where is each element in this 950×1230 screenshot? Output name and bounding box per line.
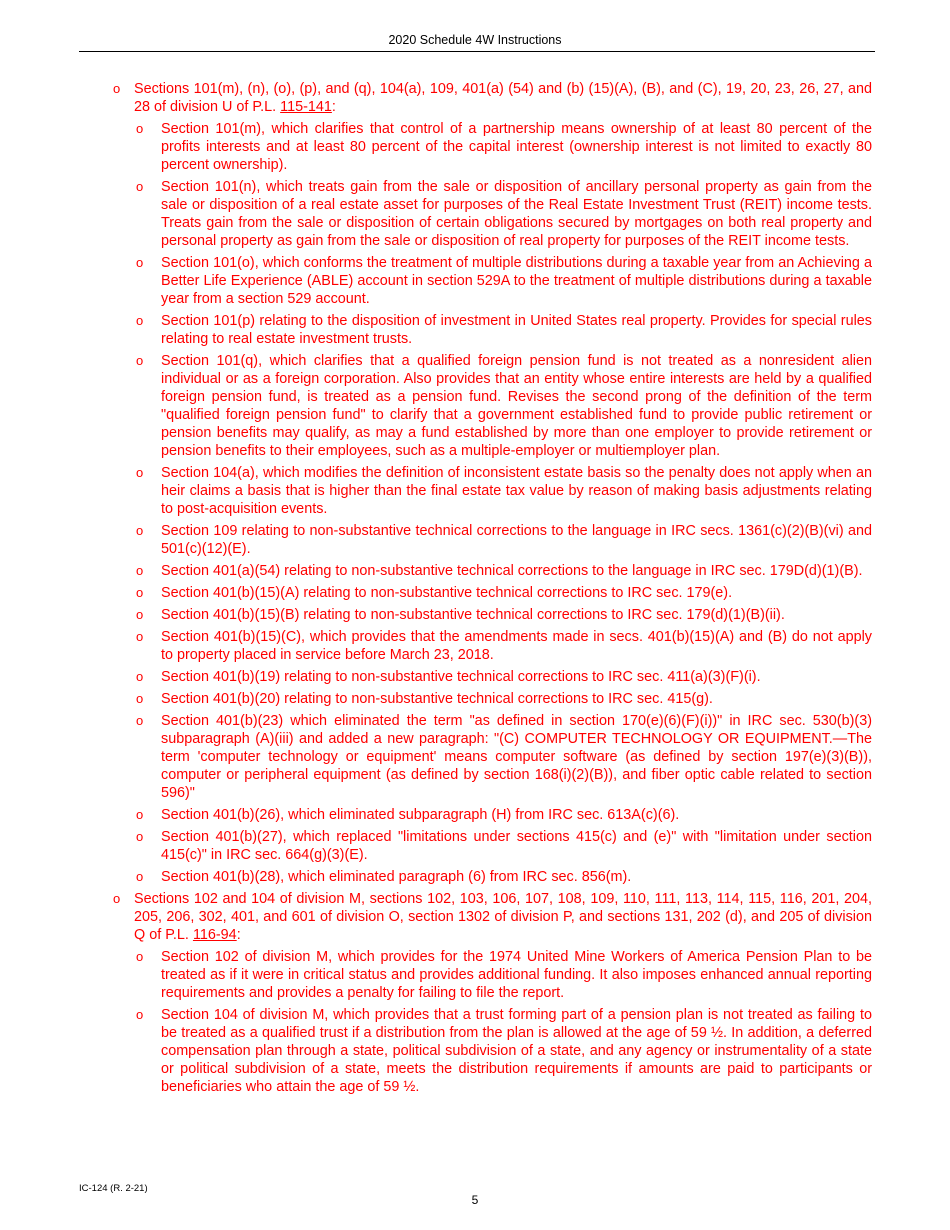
- section-item-text: Section 104(a), which modifies the definition of inconsistent estate basis so the penalty does not apply when an heir claims a basis that is higher than the final estate tax value by reason of making basis adjustments relating to post-acquisition events.: [161, 465, 872, 517]
- bullet-icon: o: [113, 891, 121, 906]
- section-list-item: [136, 120, 872, 174]
- bullet-icon: o: [136, 353, 144, 368]
- section-list-item: [136, 522, 872, 558]
- section-list-item: [136, 828, 872, 864]
- bullet-icon: o: [136, 255, 144, 270]
- section-item-text: Section 401(b)(23) which eliminated the term "as defined in section 170(e)(6)(F)(i))" in IRC sec. 530(b)(3) subparagraph (A)(iii) and added a new paragraph: "(C) COMPUTER TECHNOLOGY OR EQUIPMENT.—The term 'computer technology or equipment' means computer software (as defined by section 197(e)(3)(B)), computer or peripheral equipment (as defined by section 168(i)(2)(B)), and fiber optic cable related to section 596)": [161, 713, 872, 801]
- bullet-icon: o: [136, 691, 144, 706]
- section-list-item: [136, 868, 872, 886]
- bullet-icon: o: [136, 713, 144, 728]
- bullet-icon: o: [136, 563, 144, 578]
- bullet-icon: o: [136, 607, 144, 622]
- public-law-link[interactable]: 116-94: [192, 927, 237, 943]
- bullet-icon: o: [136, 121, 144, 136]
- section-group-text: Sections 102 and 104 of division M, sections 102, 103, 106, 107, 108, 109, 110, 111, 113, 114, 115, 116, 201, 204, 205, 206, 302, 401, and 601 of division O, section 1302 of division P, and sections 131, 202 (d), and 205 of division Q of P.L.: [134, 891, 872, 943]
- section-list-item: [136, 712, 872, 802]
- section-list-item: [136, 464, 872, 518]
- header-divider: [79, 51, 875, 52]
- section-list-item: [136, 312, 872, 348]
- section-item-text: Section 401(b)(19) relating to non-substantive technical corrections to IRC sec. 411(a)(3)(F)(i).: [161, 669, 761, 685]
- section-item-text: Section 101(p) relating to the disposition of investment in United States real property. Provides for special rules relating to real estate investment trusts.: [161, 313, 872, 347]
- section-group-suffix: :: [236, 927, 241, 943]
- section-list-item: [136, 562, 872, 580]
- section-item-text: Section 401(b)(26), which eliminated subparagraph (H) from IRC sec. 613A(c)(6).: [161, 807, 680, 823]
- section-list-item: [136, 254, 872, 308]
- section-list-item: [136, 606, 872, 624]
- section-item-text: Section 101(n), which treats gain from the sale or disposition of ancillary personal property as gain from the sale or disposition of a real estate asset for purposes of the Real Estate Investment Trust (REIT) income tests. Treats gain from the sale or disposition of certain obligations secured by mortgages on both real property and personal property as gain from the sale or disposition of real property for purposes of the REIT income tests.: [161, 179, 872, 249]
- section-list-item: [136, 584, 872, 602]
- section-list-item: [136, 628, 872, 664]
- section-list-item: [136, 178, 872, 250]
- section-item-text: Section 401(b)(27), which replaced "limitations under sections 415(c) and (e)" with "limitation under section 415(c)" in IRC sec. 664(g)(3)(E).: [161, 829, 872, 863]
- section-list-item: [136, 948, 872, 1002]
- bullet-icon: o: [136, 465, 144, 480]
- section-list-item: [136, 1006, 872, 1096]
- public-law-link[interactable]: 115-141: [280, 99, 332, 115]
- section-list-item: [136, 668, 872, 686]
- bullet-icon: o: [136, 523, 144, 538]
- section-item-text: Section 109 relating to non-substantive technical corrections to the language in IRC secs. 1361(c)(2)(B)(vi) and 501(c)(12)(E).: [161, 523, 872, 557]
- section-list-item: [136, 806, 872, 824]
- section-group-item: [113, 80, 872, 116]
- section-list-item: [136, 352, 872, 460]
- section-item-text: Section 401(b)(15)(A) relating to non-substantive technical corrections to IRC sec. 179(e).: [161, 585, 733, 601]
- section-item-text: Section 401(b)(28), which eliminated paragraph (6) from IRC sec. 856(m).: [161, 869, 632, 885]
- bullet-icon: o: [136, 629, 144, 644]
- bullet-icon: o: [113, 81, 121, 96]
- bullet-icon: o: [136, 585, 144, 600]
- bullet-icon: o: [136, 869, 144, 884]
- bullet-icon: o: [136, 807, 144, 822]
- bullet-icon: o: [136, 949, 144, 964]
- section-item-text: Section 401(b)(20) relating to non-substantive technical corrections to IRC sec. 415(g).: [161, 691, 713, 707]
- section-item-text: Section 101(m), which clarifies that control of a partnership means ownership of at least 80 percent of the profits interests and at least 80 percent of the capital interest (ownership interest is not limited to exactly 80 percent ownership).: [161, 121, 872, 173]
- page-number: 5: [471, 1193, 479, 1207]
- section-item-text: Section 401(b)(15)(C), which provides that the amendments made in secs. 401(b)(15)(A) and (B) do not apply to property placed in service before March 23, 2018.: [161, 629, 872, 663]
- form-revision-id: IC-124 (R. 2-21): [79, 1183, 148, 1194]
- bullet-icon: o: [136, 179, 144, 194]
- section-item-text: Section 401(b)(15)(B) relating to non-substantive technical corrections to IRC sec. 179(d)(1)(B)(ii).: [161, 607, 785, 623]
- bullet-icon: o: [136, 313, 144, 328]
- bullet-icon: o: [136, 669, 144, 684]
- section-item-text: Section 104 of division M, which provides that a trust forming part of a pension plan is not treated as failing to be treated as a qualified trust if a distribution from the plan is allowed at the age of 59 ½. In addition, a deferred compensation plan through a state, political subdivision of a state, and any agency or instrumentality of a state or political subdivision of a state, meets the distribution requirements if amounts are paid to participants or beneficiaries who attain the age of 59 ½.: [161, 1007, 872, 1095]
- section-item-text: Section 101(o), which conforms the treatment of multiple distributions during a taxable year from an Achieving a Better Life Experience (ABLE) account in section 529A to the treatment of multiple distributions during a taxable year from a section 529 account.: [161, 255, 872, 307]
- page-header-title: 2020 Schedule 4W Instructions: [388, 33, 562, 47]
- document-body: [0, 80, 950, 1100]
- section-group-text: Sections 101(m), (n), (o), (p), and (q), 104(a), 109, 401(a) (54) and (b) (15)(A), (B), and (C), 19, 20, 23, 26, 27, and 28 of division U of P.L.: [134, 81, 872, 115]
- section-item-text: Section 401(a)(54) relating to non-substantive technical corrections to the language in IRC sec. 179D(d)(1)(B).: [161, 563, 863, 579]
- bullet-icon: o: [136, 1007, 144, 1022]
- section-group-suffix: :: [331, 99, 336, 115]
- section-item-text: Section 102 of division M, which provides for the 1974 United Mine Workers of America Pension Plan to be treated as if it were in critical status and provides additional funding. It also imposes enhanced annual reporting requirements and provides a penalty for failing to file the report.: [161, 949, 872, 1001]
- section-item-text: Section 101(q), which clarifies that a qualified foreign pension fund is not treated as a nonresident alien individual or as a foreign corporation. Also provides that an entity whose entire interests are held by a qualified foreign pension fund, is treated as a pension fund. Revises the second prong of the definition of the term "qualified foreign pension fund" to clarify that a government established fund to provide public retirement or pension benefits may qualify, as may a fund established by more than one employer to provide retirement or pension benefits to their employees, such as a multiple-employer or multiemployer plan.: [161, 353, 872, 459]
- section-list-item: [136, 690, 872, 708]
- section-group-item: [113, 890, 872, 944]
- bullet-icon: o: [136, 829, 144, 844]
